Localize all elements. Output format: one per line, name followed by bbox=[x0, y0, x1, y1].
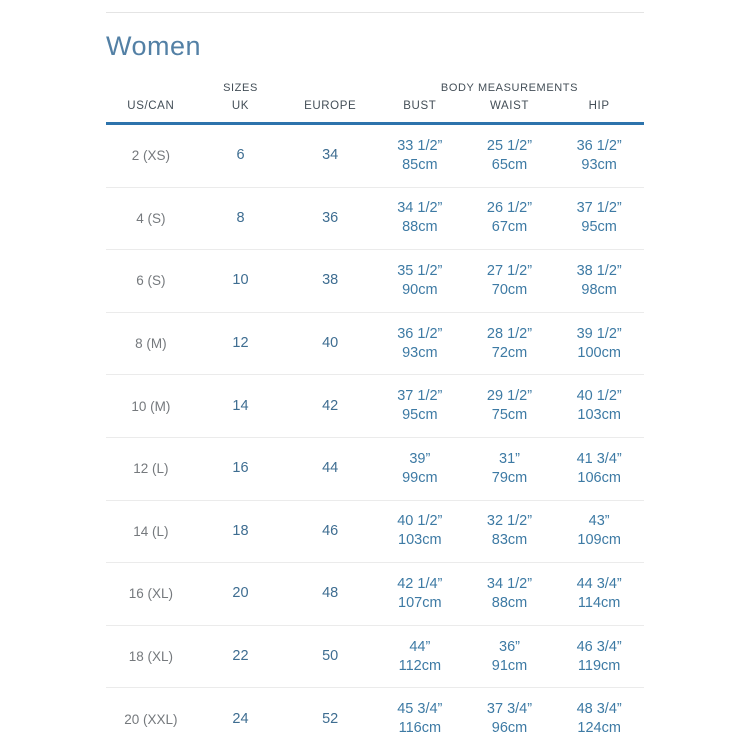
cell-uk: 18 bbox=[232, 522, 249, 539]
column-header-bust: BUST bbox=[403, 100, 437, 112]
cell-bust bbox=[375, 325, 465, 363]
waist-cm: 91cm bbox=[491, 657, 528, 674]
bust-inches: 36 1/2” bbox=[397, 325, 443, 342]
bust-cm: 88cm bbox=[402, 219, 438, 236]
page-title: Women bbox=[106, 31, 202, 61]
group-header-row bbox=[106, 82, 644, 95]
cell-bust bbox=[375, 700, 465, 738]
cell-hip bbox=[554, 387, 644, 425]
bust-cm: 95cm bbox=[402, 407, 438, 424]
cell-bust bbox=[375, 575, 465, 613]
column-header-europe: EUROPE bbox=[304, 100, 357, 112]
cell-bust bbox=[375, 450, 465, 488]
hip-inches: 46 3/4” bbox=[576, 638, 622, 655]
waist-cm: 79cm bbox=[491, 469, 528, 486]
cell-waist bbox=[465, 137, 555, 175]
waist-cm: 65cm bbox=[491, 156, 528, 173]
cell-us-can: 20 (XXL) bbox=[124, 711, 178, 727]
bust-cm: 85cm bbox=[402, 156, 438, 173]
size-chart-page bbox=[106, 12, 644, 750]
waist-cm: 83cm bbox=[491, 532, 528, 549]
waist-cm: 67cm bbox=[491, 219, 528, 236]
waist-inches: 28 1/2” bbox=[486, 325, 533, 342]
cell-bust bbox=[375, 387, 465, 425]
cell-hip bbox=[554, 450, 644, 488]
size-chart-table-header bbox=[106, 82, 644, 125]
column-header-waist: WAIST bbox=[489, 100, 529, 112]
bust-cm: 103cm bbox=[398, 532, 442, 549]
waist-inches: 37 3/4” bbox=[486, 701, 533, 718]
cell-hip bbox=[554, 199, 644, 237]
hip-cm: 103cm bbox=[577, 407, 621, 424]
hip-inches: 40 1/2” bbox=[576, 388, 622, 405]
cell-uk: 12 bbox=[232, 335, 249, 352]
cell-uk: 6 bbox=[236, 147, 245, 164]
cell-hip bbox=[554, 137, 644, 175]
cell-europe: 48 bbox=[322, 585, 339, 602]
bust-inches: 39” bbox=[409, 450, 431, 467]
bust-inches: 34 1/2” bbox=[397, 200, 443, 217]
table-row bbox=[106, 626, 644, 689]
cell-waist bbox=[465, 575, 555, 613]
cell-waist bbox=[465, 199, 555, 237]
cell-waist bbox=[465, 325, 555, 363]
hip-inches: 41 3/4” bbox=[576, 450, 622, 467]
cell-hip bbox=[554, 700, 644, 738]
column-header-hip: HIP bbox=[588, 100, 610, 112]
table-row bbox=[106, 438, 644, 501]
table-body bbox=[106, 125, 644, 750]
waist-inches: 31” bbox=[499, 450, 520, 467]
cell-bust bbox=[375, 137, 465, 175]
waist-cm: 96cm bbox=[491, 720, 528, 737]
cell-europe: 40 bbox=[322, 335, 339, 352]
cell-uk: 10 bbox=[232, 272, 249, 289]
cell-waist bbox=[465, 387, 555, 425]
table-row bbox=[106, 375, 644, 438]
cell-waist bbox=[465, 638, 555, 676]
cell-us-can: 6 (S) bbox=[136, 273, 166, 289]
waist-cm: 88cm bbox=[491, 594, 528, 611]
cell-us-can: 12 (L) bbox=[133, 461, 169, 477]
bust-inches: 42 1/4” bbox=[397, 575, 443, 592]
waist-cm: 75cm bbox=[491, 407, 528, 424]
waist-inches: 25 1/2” bbox=[486, 137, 533, 154]
cell-bust bbox=[375, 199, 465, 237]
hip-inches: 36 1/2” bbox=[576, 137, 622, 154]
cell-bust bbox=[375, 262, 465, 300]
cell-hip bbox=[554, 638, 644, 676]
bust-cm: 99cm bbox=[402, 469, 438, 486]
cell-uk: 14 bbox=[232, 397, 249, 414]
cell-hip bbox=[554, 262, 644, 300]
column-header-row bbox=[106, 99, 644, 125]
cell-us-can: 8 (M) bbox=[135, 336, 167, 352]
group-header-sizes: SIZES bbox=[223, 82, 258, 94]
table-row bbox=[106, 313, 644, 376]
waist-inches: 34 1/2” bbox=[486, 575, 533, 592]
cell-uk: 24 bbox=[232, 710, 249, 727]
hip-cm: 119cm bbox=[577, 657, 621, 674]
bust-inches: 40 1/2” bbox=[397, 513, 443, 530]
hip-inches: 38 1/2” bbox=[576, 262, 622, 279]
cell-us-can: 14 (L) bbox=[133, 523, 169, 539]
cell-us-can: 18 (XL) bbox=[128, 649, 173, 665]
cell-hip bbox=[554, 575, 644, 613]
column-header-us-can: US/CAN bbox=[127, 100, 175, 112]
hip-cm: 109cm bbox=[577, 532, 621, 549]
top-divider bbox=[106, 12, 644, 13]
bust-cm: 90cm bbox=[402, 281, 438, 298]
cell-europe: 34 bbox=[322, 147, 339, 164]
waist-inches: 36” bbox=[499, 638, 520, 655]
bust-cm: 107cm bbox=[398, 594, 442, 611]
cell-bust bbox=[375, 638, 465, 676]
cell-europe: 52 bbox=[322, 710, 339, 727]
bust-inches: 33 1/2” bbox=[397, 137, 443, 154]
cell-europe: 44 bbox=[322, 460, 339, 477]
cell-uk: 16 bbox=[232, 460, 249, 477]
hip-cm: 100cm bbox=[577, 344, 621, 361]
hip-cm: 98cm bbox=[581, 281, 617, 298]
hip-cm: 106cm bbox=[577, 469, 621, 486]
table-row bbox=[106, 563, 644, 626]
hip-inches: 48 3/4” bbox=[576, 701, 622, 718]
cell-us-can: 4 (S) bbox=[136, 210, 166, 226]
hip-cm: 124cm bbox=[577, 720, 621, 737]
table-row bbox=[106, 688, 644, 750]
cell-europe: 36 bbox=[322, 209, 339, 226]
hip-cm: 114cm bbox=[577, 594, 621, 611]
cell-bust bbox=[375, 512, 465, 550]
table-row bbox=[106, 125, 644, 188]
group-header-body-measurements: BODY MEASUREMENTS bbox=[440, 82, 579, 94]
cell-waist bbox=[465, 262, 555, 300]
cell-uk: 20 bbox=[232, 585, 249, 602]
waist-inches: 32 1/2” bbox=[486, 513, 533, 530]
table-row bbox=[106, 188, 644, 251]
bust-inches: 37 1/2” bbox=[397, 388, 443, 405]
cell-europe: 46 bbox=[322, 522, 339, 539]
cell-europe: 38 bbox=[322, 272, 339, 289]
cell-hip bbox=[554, 512, 644, 550]
hip-cm: 95cm bbox=[581, 219, 617, 236]
cell-waist bbox=[465, 450, 555, 488]
cell-europe: 50 bbox=[322, 648, 339, 665]
bust-cm: 93cm bbox=[402, 344, 438, 361]
waist-inches: 27 1/2” bbox=[486, 262, 533, 279]
bust-inches: 45 3/4” bbox=[397, 701, 443, 718]
cell-waist bbox=[465, 512, 555, 550]
hip-inches: 37 1/2” bbox=[576, 200, 622, 217]
hip-cm: 93cm bbox=[581, 156, 617, 173]
bust-cm: 116cm bbox=[398, 720, 442, 737]
cell-uk: 8 bbox=[236, 209, 245, 226]
waist-cm: 72cm bbox=[491, 344, 528, 361]
column-header-uk: UK bbox=[231, 100, 250, 112]
table-row bbox=[106, 501, 644, 564]
cell-waist bbox=[465, 700, 555, 738]
cell-us-can: 2 (XS) bbox=[131, 148, 170, 164]
cell-uk: 22 bbox=[232, 648, 249, 665]
hip-inches: 39 1/2” bbox=[576, 325, 622, 342]
table-row bbox=[106, 250, 644, 313]
waist-inches: 26 1/2” bbox=[486, 200, 533, 217]
cell-us-can: 16 (XL) bbox=[128, 586, 173, 602]
cell-us-can: 10 (M) bbox=[131, 398, 171, 414]
hip-inches: 44 3/4” bbox=[576, 575, 622, 592]
cell-europe: 42 bbox=[322, 397, 339, 414]
waist-inches: 29 1/2” bbox=[486, 388, 533, 405]
bust-inches: 35 1/2” bbox=[397, 262, 443, 279]
bust-cm: 112cm bbox=[398, 657, 442, 674]
hip-inches: 43” bbox=[588, 513, 610, 530]
waist-cm: 70cm bbox=[491, 281, 528, 298]
bust-inches: 44” bbox=[409, 638, 431, 655]
cell-hip bbox=[554, 325, 644, 363]
